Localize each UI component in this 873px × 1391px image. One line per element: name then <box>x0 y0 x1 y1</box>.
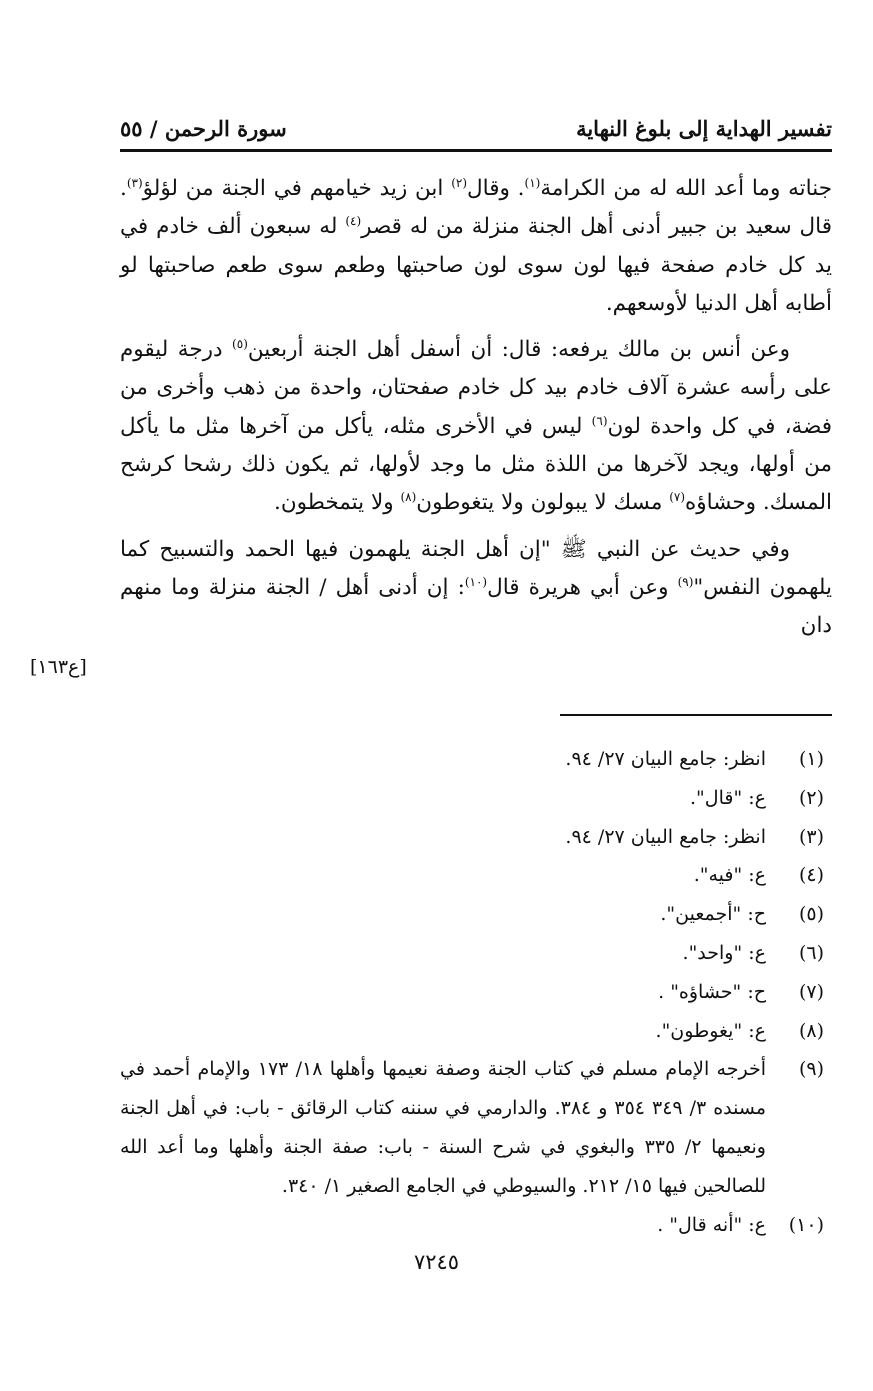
footnote-number: (٥) <box>798 903 824 926</box>
manuscript-folio-marker: [ع١٦٣] <box>30 656 87 678</box>
footnote-number: (٢) <box>798 786 824 809</box>
footnote-item <box>120 1050 832 1205</box>
running-header <box>120 108 832 148</box>
footnote-text: ح: "أجمعين". <box>660 903 766 926</box>
footnote-ref-6[interactable]: (٦) <box>591 413 608 428</box>
footnote-number: (٧) <box>798 980 824 1003</box>
text-segment: جناته وما أعد الله له من الكرامة <box>540 176 832 201</box>
paragraph-1 <box>120 170 832 323</box>
footnote-ref-5[interactable]: (٥) <box>232 337 248 352</box>
text-segment: : إن أدنى أهل / الجنة منزلة وما منهم دان <box>120 574 832 639</box>
book-title: تفسير الهداية إلى بلوغ النهاية <box>576 115 832 141</box>
footnote-item <box>120 779 832 818</box>
text-segment: مسك لا يبولون ولا يتغوطون <box>416 490 670 516</box>
footnote-ref-3[interactable]: (٣) <box>126 175 143 190</box>
text-segment: له سبعون ألف خادم في يد كل خادم صفحة فيها لون سوى لون صاحبتها وطعم سوى طعم صاحبتها لو أطابه أهل الدنيا لأوسعهم. <box>120 214 832 316</box>
footnote-number: (٩) <box>798 1058 824 1081</box>
footnote-divider <box>560 714 832 716</box>
footnote-ref-4[interactable]: (٤) <box>345 214 362 229</box>
footnote-item <box>120 1012 832 1051</box>
text-segment: ليس في الأخرى مثله، يأكل من آخرها مثل ما يأكل من أولها، ويجد لآخرها من اللذة مثل ما وجد لأولها، ثم يكون ذلك رشحا كرشح المسك. وحشاؤه <box>120 413 832 516</box>
footnote-item <box>120 740 832 779</box>
footnote-item <box>120 856 832 895</box>
footnote-ref-1[interactable]: (١) <box>524 175 541 190</box>
footnote-item <box>120 818 832 857</box>
text-segment: . قال سعيد بن جبير أدنى أهل الجنة منزلة من له قصر <box>120 176 832 240</box>
footnote-text: ح: "حشاؤه" . <box>658 980 766 1003</box>
footnote-number: (٣) <box>798 825 824 848</box>
footnote-item <box>120 895 832 934</box>
paragraph-3 <box>120 531 832 646</box>
surah-reference: سورة الرحمن / ٥٥ <box>120 115 287 141</box>
page-number: ٧٢٤٥ <box>413 1250 460 1274</box>
footnote-text: ع: "فيه". <box>693 864 766 887</box>
footnote-text: ع: "واحد". <box>682 941 766 964</box>
text-segment: وعن أبي هريرة قال <box>487 574 678 600</box>
paragraph-2 <box>120 331 832 522</box>
footnote-number: (١) <box>798 748 824 770</box>
footnote-text: أخرجه الإمام مسلم في كتاب الجنة وصفة نعيمها وأهلها ١٨/ ١٧٣ والإمام أحمد في مسنده ٣/ ٣٤٩ ٣٥٤ و ٣٨٤. والدارمي في سننه كتاب الرقائق - باب: في أهل الجنة ونعيمها ٢/ ٣٣٥ والبغوي في شرح السنة - باب: صفة الجنة وأهلها وما أعد الله للصالحين فيها ١٥/ ٢١٢. والسيوطي في الجامع الصغير ١/ ٣٤٠. <box>120 1058 766 1197</box>
main-text <box>120 170 832 654</box>
text-segment: وعن أنس بن مالك يرفعه: قال: أن أسفل أهل الجنة أربعين <box>247 337 790 363</box>
footnote-ref-8[interactable]: (٨) <box>400 490 417 505</box>
header-divider <box>120 149 832 152</box>
footnotes-list <box>120 740 832 1244</box>
footnote-number: (٤) <box>798 864 824 887</box>
footnote-number: (١٠) <box>788 1213 824 1236</box>
footnote-ref-9[interactable]: (٩) <box>677 574 694 589</box>
footnote-ref-2[interactable]: (٢) <box>451 175 468 190</box>
text-segment: . وقال <box>467 176 525 201</box>
footnote-text: انظر: جامع البيان ٢٧/ ٩٤. <box>565 748 766 770</box>
footnote-ref-7[interactable]: (٧) <box>669 490 686 505</box>
text-segment: ولا يتمخطون. <box>274 490 401 516</box>
footnote-ref-10[interactable]: (١٠) <box>464 574 488 589</box>
text-segment: درجة ليقوم على رأسه عشرة آلاف خادم بيد كل خادم صفحتان، واحدة من ذهب وأخرى من فضة، في كل واحدة لون <box>120 337 832 439</box>
footnote-text: انظر: جامع البيان ٢٧/ ٩٤. <box>565 825 766 848</box>
text-segment: وفي حديث عن النبي ﷺ "إن أهل الجنة يلهمون فيها الحمد والتسبيح كما يلهمون النفس" <box>120 536 832 600</box>
footnote-item <box>120 934 832 973</box>
footnote-text: ع: "يغوطون". <box>655 1019 766 1042</box>
footnote-number: (٦) <box>798 941 824 964</box>
text-segment: ابن زيد خيامهم في الجنة من لؤلؤ <box>142 176 452 201</box>
footnote-item <box>120 973 832 1012</box>
footnote-item <box>120 1206 832 1245</box>
footnote-number: (٨) <box>798 1019 824 1042</box>
footnote-text: ع: "قال". <box>690 786 766 809</box>
footnote-text: ع: "أنه قال" . <box>657 1213 766 1236</box>
